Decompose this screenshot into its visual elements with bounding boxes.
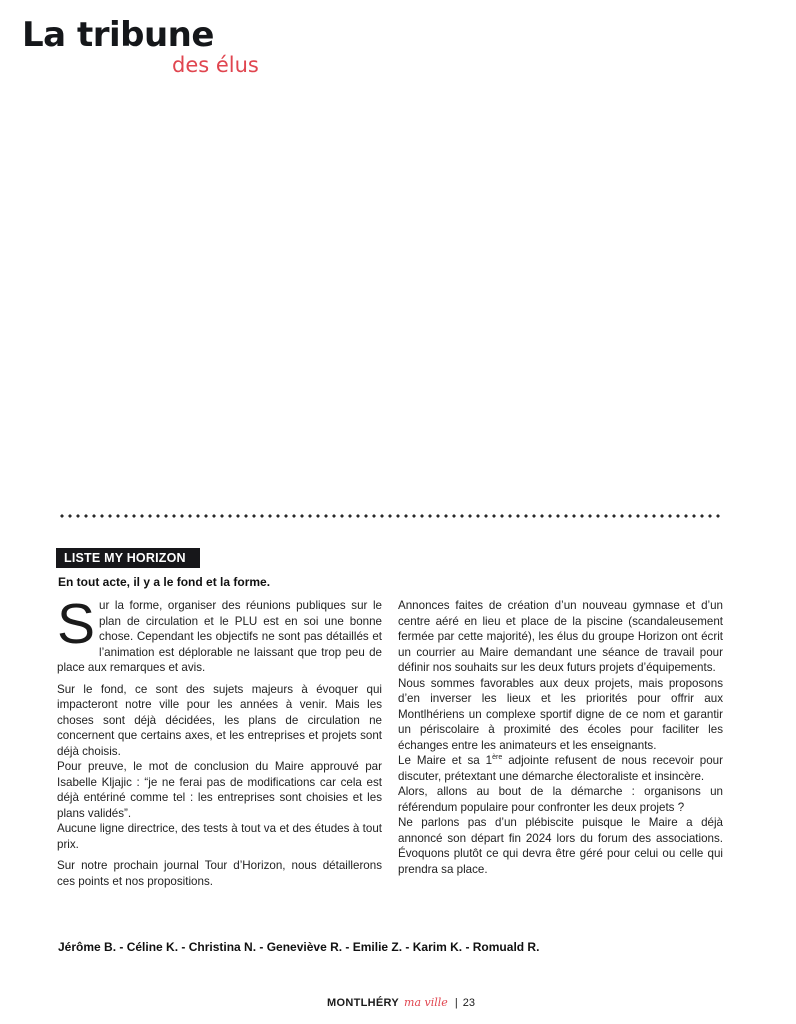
right-paragraph-4: Alors, allons au bout de la démarche : organisons un référendum populaire pour confronter les deux projets ?	[398, 785, 723, 814]
superscript-ere: ère	[492, 754, 503, 761]
left-paragraph-4: Aucune ligne directrice, des tests à tout va et des études à tout prix.	[57, 822, 382, 851]
right-paragraph-5: Ne parlons pas d’un plébiscite puisque le Maire a déjà annoncé son départ fin 2024 lors du forum des associations. Évoquons plutôt ce qui devra être géré pour celui ou celle qui prendra sa place.	[398, 816, 723, 876]
page-title: La tribune	[22, 15, 214, 55]
drop-cap: S	[57, 592, 96, 656]
footer-tagline: ma ville	[404, 996, 448, 1009]
right-paragraph-1: Annonces faites de création d’un nouveau gymnase et d’un centre aéré en lieu et place de la piscine (scandaleusement fermée par cette majorité), les élus du groupe Horizon ont écrit un courrier au Maire demandant une séance de travail pour définir nos souhaits sur les deux futurs projets d’équipements.	[398, 599, 723, 674]
left-paragraph-5: Sur notre prochain journal Tour d’Horizon, nous détaillerons ces points et nos propositions.	[57, 859, 382, 888]
footer-brand: MONTLHÉRY	[327, 997, 399, 1009]
left-paragraph-1-text: ur la forme, organiser des réunions publiques sur le plan de circulation et le PLU est en soi une bonne chose. Cependant les objectifs ne sont pas détaillés et l’animation est déplorable ne laissant que trop peu de place aux remarques et avis.	[57, 599, 382, 674]
right-paragraph-3-after: adjointe refusent de nous recevoir pour discuter, prétextant une démarche électoraliste et insincère.	[398, 754, 723, 783]
right-paragraph-2: Nous sommes favorables aux deux projets, mais proposons d’en inverser les lieux et les priorités pour offrir aux Montlhériens un complexe sportif digne de ce nom et garantir un périscolaire à proximité des écoles pour faciliter les échanges entre les animateurs et les enseignants.	[398, 676, 723, 752]
page-footer	[327, 996, 475, 1009]
right-paragraph-3	[398, 753, 723, 784]
signature-line: Jérôme B. - Céline K. - Christina N. - Geneviève R. - Emilie Z. - Karim K. - Romuald R.	[58, 940, 540, 954]
page-number: 23	[462, 997, 476, 1009]
right-paragraph-3-before: Le Maire et sa 1	[398, 754, 493, 767]
left-paragraph-2: Sur le fond, ce sont des sujets majeurs à évoquer qui impacteront notre ville pour les années à venir. Mais les choses sont déjà décidées, les plans de circulation ne concernent que certains axes, et les entreprises et projets sont déjà choisis.	[57, 682, 382, 758]
left-paragraph-1	[57, 592, 382, 676]
section-badge: LISTE MY HORIZON	[56, 548, 200, 568]
footer-separator: |	[454, 997, 458, 1009]
left-paragraph-3: Pour preuve, le mot de conclusion du Maire approuvé par Isabelle Kljajic : “je ne ferai pas de modifications car cela est déjà entériné comme tel : les entreprises sont choisies et les plans validés”.	[57, 760, 382, 820]
left-column	[57, 592, 382, 895]
dotted-divider	[58, 514, 720, 518]
section-lead: En tout acte, il y a le fond et la forme.	[58, 575, 271, 589]
page-subtitle: des élus	[172, 53, 259, 77]
right-column	[398, 598, 723, 877]
